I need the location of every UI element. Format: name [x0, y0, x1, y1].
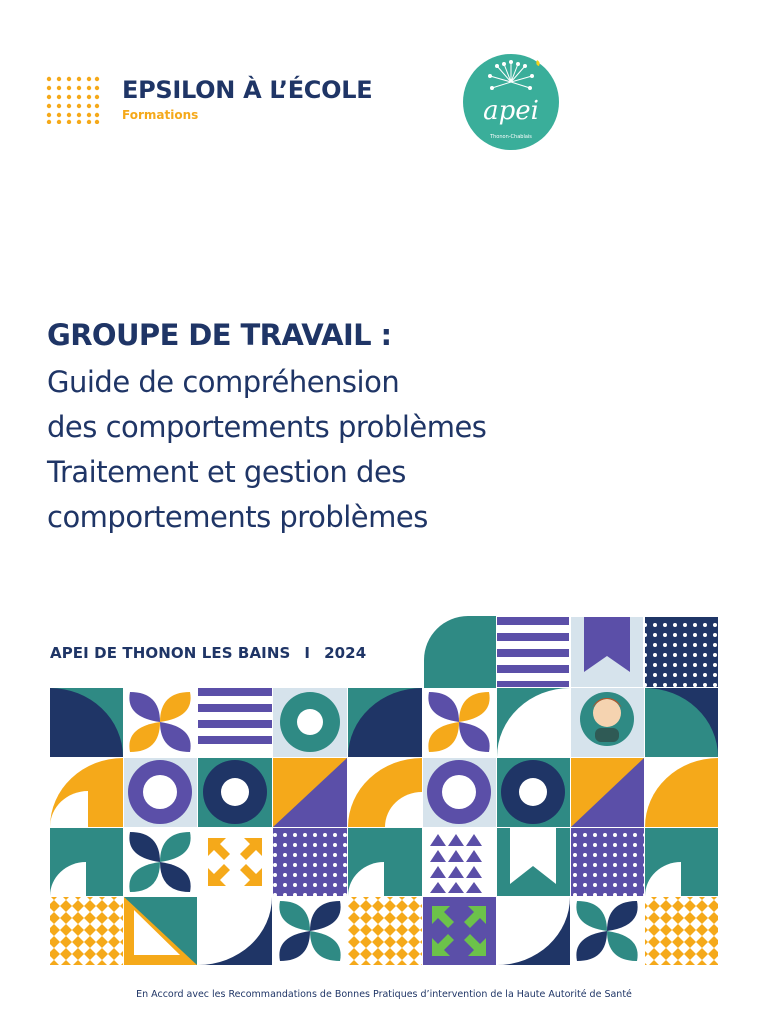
organization-name: APEI DE THONON LES BAINS: [50, 644, 291, 662]
brand-subtitle: Formations: [122, 108, 199, 122]
subtitle-line: Guide de compréhension: [47, 365, 400, 399]
organization-year: 2024: [324, 644, 367, 662]
brand-title: EPSILON À L’ÉCOLE: [122, 76, 373, 104]
footer-note: En Accord avec les Recommandations de Bonnes Pratiques d’intervention de la Haute Autorité de Santé: [136, 989, 632, 1000]
logo-word: apei: [483, 96, 539, 126]
organization-separator: I: [304, 644, 311, 662]
subtitle-line: Traitement et gestion des: [47, 455, 406, 489]
child-face-icon: [580, 692, 634, 746]
logo-tagline: Thonon-Chablais: [490, 134, 532, 140]
subtitle-line: des comportements problèmes: [47, 410, 487, 444]
document-heading: GROUPE DE TRAVAIL :: [47, 318, 392, 352]
subtitle-line: comportements problèmes: [47, 500, 428, 534]
